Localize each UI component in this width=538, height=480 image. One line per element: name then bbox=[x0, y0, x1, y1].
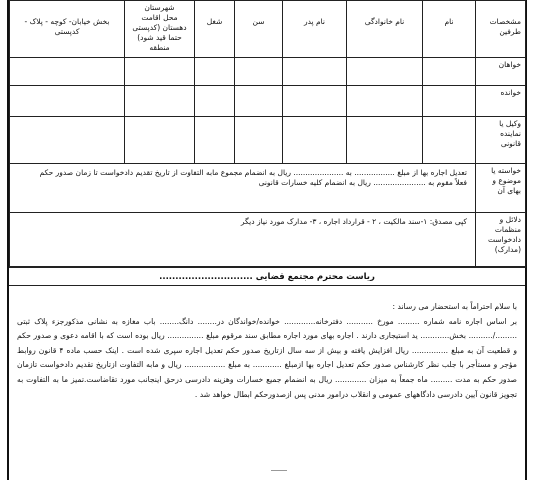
table-header-row bbox=[10, 1, 526, 58]
header-residence-city: شهرستان bbox=[144, 3, 175, 12]
cell-name-lawyer[interactable] bbox=[423, 117, 476, 164]
cell-job-plaintiff[interactable] bbox=[195, 58, 235, 86]
header-job: شغل bbox=[195, 1, 235, 58]
header-father: نام پدر bbox=[283, 1, 347, 58]
header-residence-detail: بخش خیابان- کوچه - پلاک - کدپستی bbox=[10, 1, 125, 58]
cell-age-plaintiff[interactable] bbox=[235, 58, 283, 86]
request-text[interactable] bbox=[10, 164, 476, 213]
row-label-lawyer: وکیل یا نماینده قانونی bbox=[476, 117, 526, 164]
header-residence bbox=[125, 1, 195, 58]
page-mark bbox=[271, 470, 287, 477]
header-name: نام bbox=[423, 1, 476, 58]
request-row bbox=[10, 164, 526, 213]
row-label-plaintiff: خواهان bbox=[476, 58, 526, 86]
cell-father-lawyer[interactable] bbox=[283, 117, 347, 164]
header-family: نام خانوادگی bbox=[347, 1, 423, 58]
court-title: ریاست محترم مجتمع قضایی ............................. bbox=[9, 266, 525, 286]
cell-family-lawyer[interactable] bbox=[347, 117, 423, 164]
header-age: سن bbox=[235, 1, 283, 58]
header-residence-title: محل اقامت bbox=[141, 13, 178, 22]
evidence-row bbox=[10, 213, 526, 268]
cell-residence-city-plaintiff[interactable] bbox=[125, 58, 195, 86]
header-residence-region: منطقه bbox=[149, 43, 170, 52]
row-label-defendant: خوانده bbox=[476, 86, 526, 117]
greeting: با سلام احتراماً به استحضار می رساند : bbox=[392, 302, 517, 311]
table-row bbox=[10, 86, 526, 117]
cell-age-defendant[interactable] bbox=[235, 86, 283, 117]
parties-table bbox=[9, 0, 526, 268]
evidence-label: دلائل و منظمات دادخواست (مدارک) bbox=[476, 213, 526, 268]
cell-name-defendant[interactable] bbox=[423, 86, 476, 117]
header-residence-district: دهستان (کدپستی حتما قید شود) bbox=[132, 23, 187, 42]
petition-form bbox=[7, 0, 527, 480]
cell-family-plaintiff[interactable] bbox=[347, 58, 423, 86]
cell-residence-plaintiff[interactable] bbox=[10, 58, 125, 86]
cell-name-plaintiff[interactable] bbox=[423, 58, 476, 86]
cell-residence-city-lawyer[interactable] bbox=[125, 117, 195, 164]
cell-job-lawyer[interactable] bbox=[195, 117, 235, 164]
cell-family-defendant[interactable] bbox=[347, 86, 423, 117]
cell-father-defendant[interactable] bbox=[283, 86, 347, 117]
request-line-2: فعلاً مقوم به ...................... ریال به انضمام کلیه خسارات قانونی bbox=[258, 178, 467, 187]
petition-body bbox=[17, 300, 517, 402]
cell-residence-city-defendant[interactable] bbox=[125, 86, 195, 117]
evidence-text[interactable]: کپی مصدق: ۱-سند مالکیت ، ۲ - قرارداد اجاره ، ۳- مدارک مورد نیاز دیگر bbox=[10, 213, 476, 268]
request-label: خواسته یا موضوع و بهای آن bbox=[476, 164, 526, 213]
cell-residence-defendant[interactable] bbox=[10, 86, 125, 117]
table-row bbox=[10, 117, 526, 164]
request-line-1: تعدیل اجاره بها از مبلغ ................. به ..................... ریال به انضمام مجموع مابه التفاوت از تاریخ تقدیم دادخواست تا زمان صدور حکم bbox=[39, 168, 467, 177]
cell-residence-lawyer[interactable] bbox=[10, 117, 125, 164]
petition-paragraph: بر اساس اجاره نامه شماره ......... مورخ ........... دفترخانه............. خوانده/خواندگان در........ دانگ........ باب مغازه به نشانی مذکورجزء پلاک ثبتی ........./.......... بخش............ ید استیجاری دارند . اجاره بهای مورد اجاره مطابق سند مرقوم مبلغ ............... ریال بوده است که با اقامه دعوی و صدور حکم و قطعیت آن به مبلغ ............... ریال افزایش یافته و بیش از سه سال ازتاریخ صدور حکم تعدیل اجاره سپری شده است . اینک حسب ماده ۴ قانون روابط مؤجر و مستأجر با جلب نظر کارشناس صدور حکم تعدیل اجاره بها ازمبلغ ............ به مبلغ ................. ریال و مابه التفاوت ازتاریخ تقدیم دادخواست تازمان صدور حکم به مدت ......... ماه جمعاً به میزان ............. ریال به انضمام جمیع خسارات وهزینه دادرسی درحق اینجانب مورد تقاضاست.تمیز ما به التفاوت به تجویز قانون آیین دادرسی دادگاههای عمومی و انقلاب درامور مدنی پس ازصدورحکم ابطال خواهد شد . bbox=[17, 316, 518, 399]
cell-father-plaintiff[interactable] bbox=[283, 58, 347, 86]
cell-age-lawyer[interactable] bbox=[235, 117, 283, 164]
header-specs: مشخصات طرفین bbox=[476, 1, 526, 58]
table-row bbox=[10, 58, 526, 86]
cell-job-defendant[interactable] bbox=[195, 86, 235, 117]
